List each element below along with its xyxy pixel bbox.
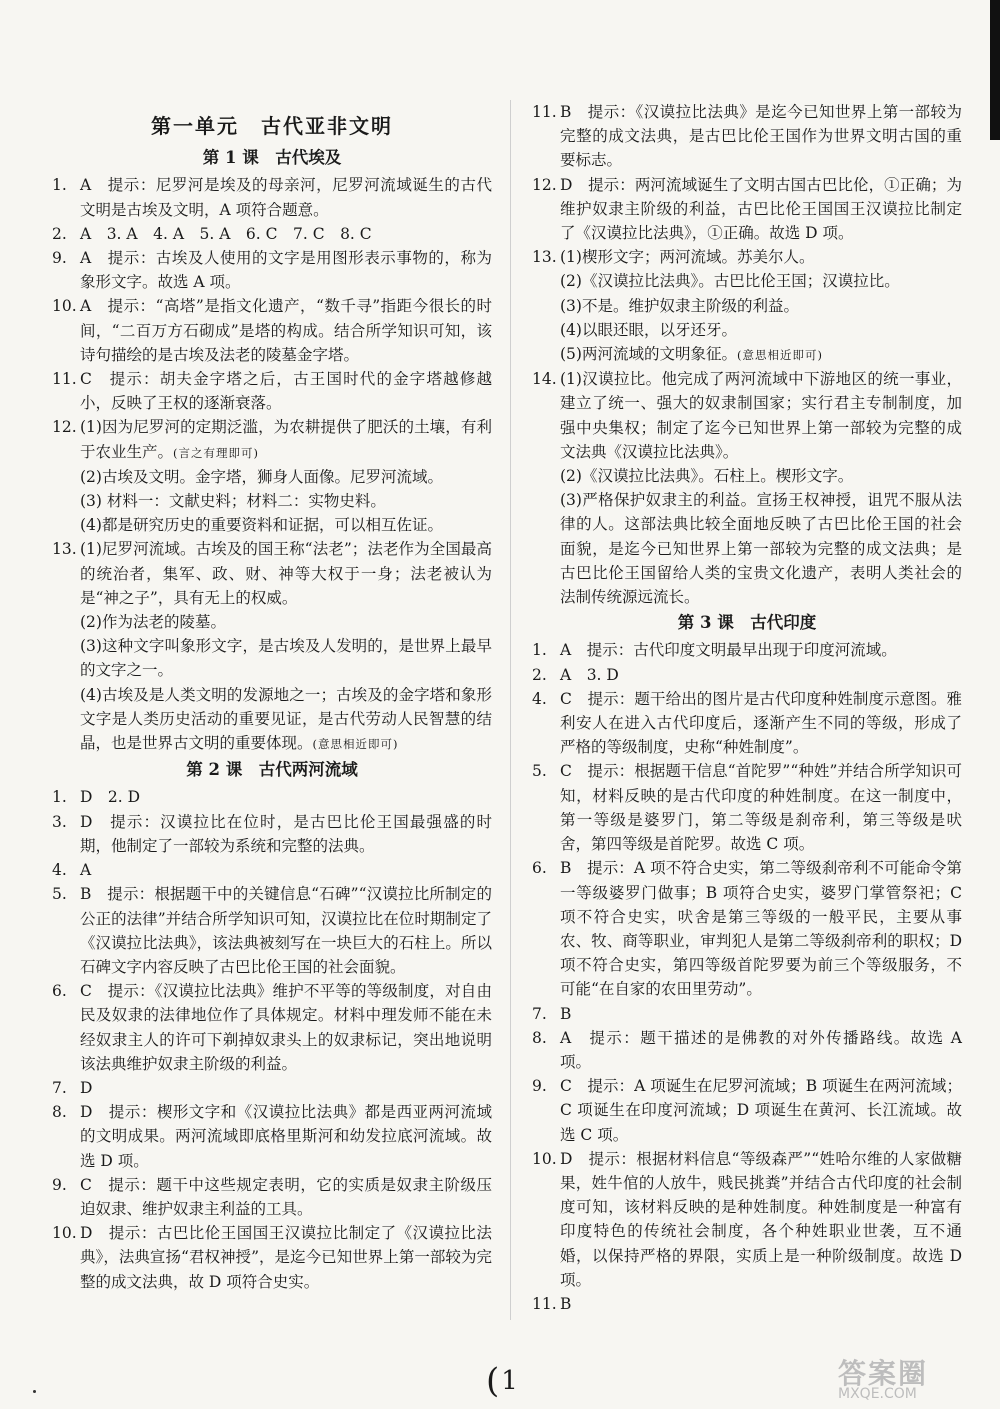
- item-number: 3.: [52, 812, 67, 831]
- answer-item: [532, 663, 962, 687]
- answer-text: D 提示：两河流域诞生了文明古国古巴比伦，①正确；为维护奴隶主阶级的利益，古巴比伦王国国王汉谟拉比制定了《汉谟拉比法典》，①正确。故选 D 项。: [560, 175, 962, 243]
- lesson-2-title: 第 2 课 古代两河流域: [186, 760, 358, 780]
- answer-item: [532, 367, 962, 464]
- item-number: 9.: [52, 249, 67, 268]
- answer-subpart: (3)不是。维护奴隶主阶级的利益。: [560, 296, 799, 315]
- answer-item: [52, 415, 492, 464]
- answer-item: [532, 687, 962, 760]
- answer-item: [52, 222, 492, 246]
- answer-item: [52, 979, 492, 1076]
- page-number: [486, 1358, 518, 1401]
- answer-item: [532, 638, 962, 662]
- watermark-url: MXQE.COM: [838, 1386, 917, 1402]
- answer-text: C 提示：《汉谟拉比法典》维护不平等的等级制度，对自由民及奴隶的法律地位作了具体规定。材料中理发师不能在未经奴隶主人的许可下剃掉奴隶头上的奴隶标记，突出地说明该法典维护奴隶主阶级的利益。: [80, 982, 492, 1073]
- answer-item: [532, 1147, 962, 1292]
- item-number: 12.: [52, 418, 77, 437]
- item-number: 4.: [532, 689, 547, 708]
- item-number: 1.: [52, 788, 67, 807]
- answer-subpart: (3)严格保护奴隶主的利益。宣扬王权神授，诅咒不服从法律的人。这部法典比较全面地反映了古巴比伦王国的社会面貌，是迄今已知世界上第一部较为完整的成文法典；是古巴比伦王国留给人类的宝贵文化遗产，表明人类社会的法制传统源远流长。: [560, 491, 962, 607]
- answer-item: [52, 1100, 492, 1173]
- answer-text: (5)两河流域的文明象征。: [560, 345, 737, 364]
- answer-text: A: [80, 861, 92, 880]
- item-number: 11.: [532, 1294, 557, 1313]
- item-number: 5.: [52, 885, 67, 904]
- answer-text: D 提示：根据材料信息“等级森严”“姓哈尔维的人家做糖果，姓牛倌的人放牛，贱民挑粪”并结合古代印度的社会制度可知，该材料反映的是种姓制度。种姓制度是一种富有印度特色的传统社会制度，各个种姓职业世袭，互不通婚，以保持严格的界限，实质上是一种阶级制度。故选 D 项。: [560, 1149, 962, 1289]
- answer-text: D: [80, 1078, 93, 1097]
- item-number: 10.: [52, 297, 77, 316]
- item-number: 10.: [52, 1224, 77, 1243]
- item-number: 7.: [52, 1078, 67, 1097]
- item-number: 4.: [52, 861, 67, 880]
- item-number: 6.: [52, 982, 67, 1001]
- answer-text: A 提示：古代印度文明最早出现于印度河流域。: [560, 641, 897, 660]
- left-column: [52, 100, 492, 1294]
- answer-note: (意思相近即可): [736, 348, 823, 363]
- answer-subpart: (2)《汉谟拉比法典》。石柱上。楔形文字。: [560, 467, 854, 486]
- answer-item: [532, 100, 962, 173]
- answer-item: [52, 246, 492, 294]
- answer-subpart: (2)古埃及文明。金字塔，狮身人面像。尼罗河流域。: [80, 467, 443, 486]
- answer-text: A 提示：题干描述的是佛教的对外传播路线。故选 A 项。: [560, 1028, 962, 1071]
- item-number: 11.: [52, 370, 77, 389]
- answer-text: C 提示：胡夫金字塔之后，古王国时代的金字塔越修越小，反映了王权的逐渐衰落。: [80, 370, 492, 413]
- item-number: 13.: [52, 540, 77, 559]
- answer-item: [52, 785, 492, 809]
- item-number: 7.: [532, 1004, 547, 1023]
- answer-item: [52, 1173, 492, 1221]
- answer-item: [532, 856, 962, 1001]
- answer-subpart: (3)这种文字叫象形文字，是古埃及人发明的，是世界上最早的文字之一。: [80, 637, 492, 680]
- right-column: [532, 100, 962, 1316]
- answer-subpart: (2)作为法老的陵墓。: [80, 613, 226, 632]
- item-number: 5.: [532, 762, 547, 781]
- answer-text: B: [560, 1294, 572, 1313]
- answer-subpart: [532, 342, 962, 367]
- item-number: 12.: [532, 175, 557, 194]
- answer-text: D 提示：古巴比伦王国国王汉谟拉比制定了《汉谟拉比法典》，法典宣扬“君权神授”，是迄今已知世界上第一部较为完整的成文法典，故 D 项符合史实。: [80, 1224, 492, 1291]
- answer-subpart: (4)都是研究历史的重要资料和证据，可以相互佐证。: [80, 516, 443, 535]
- answer-item: [532, 245, 962, 269]
- answer-item: [532, 1002, 962, 1026]
- item-number: 6.: [532, 859, 547, 878]
- scan-dot: [33, 1390, 36, 1393]
- item-number: 8.: [532, 1028, 547, 1047]
- answer-subpart: (3) 材料一：文献史料；材料二：实物史料。: [80, 492, 386, 511]
- answer-text: B: [560, 1004, 572, 1023]
- item-number: 9.: [52, 1175, 67, 1194]
- answer-item: [532, 759, 962, 856]
- item-number: 8.: [52, 1103, 67, 1122]
- answer-text: A 提示：尼罗河是埃及的母亲河，尼罗河流域诞生的古代文明是古埃及文明，A 项符合题意。: [80, 176, 492, 219]
- answer-text: A 提示：古埃及人使用的文字是用图形表示事物的，称为象形文字。故选 A 项。: [80, 249, 492, 292]
- column-divider: [510, 100, 511, 1320]
- answer-text: C 提示：A 项诞生在尼罗河流域；B 项诞生在两河流域；C 项诞生在印度河流域；D 项诞生在黄河、长江流域。故选 C 项。: [560, 1077, 962, 1144]
- item-number: 14.: [532, 370, 557, 389]
- answer-text: D 2. D: [80, 788, 141, 807]
- item-number: 2.: [532, 665, 547, 684]
- answer-item: [52, 1221, 492, 1294]
- answer-item: [52, 294, 492, 367]
- answer-item: [52, 537, 492, 610]
- answer-text: (1)汉谟拉比。他完成了两河流域中下游地区的统一事业，建立了统一、强大的奴隶制国家；实行君主专制制度，加强中央集权；制定了迄今已知世界上第一部较为完整的成文法典《汉谟拉比法典》。: [560, 370, 962, 461]
- answer-subpart: [52, 683, 492, 757]
- lesson-3-title: 第 3 课 古代印度: [677, 613, 817, 633]
- answer-text: D 提示：楔形文字和《汉谟拉比法典》都是西亚两河流域的文明成果。两河流域即底格里斯河和幼发拉底河流域。故选 D 项。: [80, 1103, 492, 1170]
- answer-item: [52, 173, 492, 221]
- item-number: 13.: [532, 248, 557, 267]
- item-number: 1.: [52, 176, 67, 195]
- answer-item: [52, 367, 492, 415]
- answer-item: [52, 1076, 492, 1100]
- item-number: 2.: [52, 224, 67, 243]
- answer-item: [532, 1292, 962, 1316]
- answer-text: (1)尼罗河流域。古埃及的国王称“法老”；法老作为全国最高的统治者，集军、政、财、神等大权于一身；法老被认为是“神之子”，具有无上的权威。: [80, 540, 492, 607]
- answer-note: (言之有理即可): [173, 445, 259, 460]
- page-number-value: 1: [501, 1366, 518, 1396]
- answer-text: A 3. D: [560, 665, 619, 684]
- item-number: 10.: [532, 1149, 557, 1168]
- answer-text: C 提示：题干中这些规定表明，它的实质是奴隶主阶级压迫奴隶、维护奴隶主利益的工具。: [80, 1175, 492, 1218]
- answer-subpart: (4)以眼还眼，以牙还牙。: [560, 320, 737, 339]
- item-number: 1.: [532, 641, 547, 660]
- answer-subpart: (2)《汉谟拉比法典》。古巴比伦王国；汉谟拉比。: [560, 272, 900, 291]
- answer-text: B 提示：《汉谟拉比法典》是迄今已知世界上第一部较为完整的成文法典，是古巴比伦王国作为世界文明古国的重要标志。: [560, 103, 962, 170]
- watermark-logo: 答案圈: [838, 1357, 929, 1390]
- page-number-bracket-icon: (: [486, 1361, 500, 1401]
- answer-text: D 提示：汉谟拉比在位时，是古巴比伦王国最强盛的时期，他制定了一部较为系统和完整的法典。: [80, 812, 492, 855]
- answer-text: (1)楔形文字；两河流域。苏美尔人。: [560, 248, 815, 267]
- item-number: 11.: [532, 103, 557, 121]
- page-edge-mark: [990, 0, 1000, 140]
- answer-item: [532, 173, 962, 246]
- answer-text: C 提示：题干给出的图片是古代印度种姓制度示意图。雅利安人在进入古代印度后，逐渐产生不同的等级，形成了严格的等级制度，史称“种姓制度”。: [560, 689, 962, 757]
- answer-item: [52, 882, 492, 979]
- answer-text: A 提示：“高塔”是指文化遗产，“数千寻”指距今很长的时间，“二百万方石砌成”是塔的构成。结合所学知识可知，该诗句描绘的是古埃及法老的陵墓金字塔。: [80, 297, 492, 364]
- answer-item: [52, 810, 492, 858]
- item-number: 9.: [532, 1077, 547, 1096]
- answer-item: [52, 858, 492, 882]
- answer-note: (意思相近即可): [312, 737, 399, 752]
- lesson-1-title: 第 1 课 古代埃及: [202, 148, 342, 168]
- answer-text: B 提示：A 项不符合史实，第二等级刹帝利不可能命令第一等级婆罗门做事；B 项符合史实，婆罗门掌管祭祀；C 项不符合史实，吠舍是第三等级的一般平民，主要从事农、牧、商等职业，审判犯人是第二等级刹帝利的职权；D 项不符合史实，第四等级首陀罗要为前三个等级服务，不可能“在自家的农田里劳动”。: [560, 859, 962, 999]
- answer-item: [532, 1026, 962, 1074]
- answer-text: A 3. A 4. A 5. A 6. C 7. C 8. C: [80, 224, 372, 243]
- answer-text: C 提示：根据题干信息“首陀罗”“种姓”并结合所学知识可知，材料反映的是古代印度的种姓制度。在这一制度中，第一等级是婆罗门，第二等级是刹帝利，第三等级是吠舍，第四等级是首陀罗。故选 C 项。: [560, 762, 962, 854]
- unit-title: 第一单元 古代亚非文明: [151, 114, 393, 138]
- watermark: [838, 1352, 988, 1402]
- answer-text: (1)因为尼罗河的定期泛滥，为农耕提供了肥沃的土壤，有利于农业生产。: [80, 418, 492, 461]
- answer-text: B 提示：根据题干中的关键信息“石碑”“汉谟拉比所制定的公正的法律”并结合所学知识可知，汉谟拉比在位时期制定了《汉谟拉比法典》，该法典被刻写在一块巨大的石柱上。所以石碑文字内容反映了古巴比伦王国的社会面貌。: [80, 885, 492, 976]
- answer-text: (4)古埃及是人类文明的发源地之一；古埃及的金字塔和象形文字是人类历史活动的重要见证，是古代劳动人民智慧的结晶，也是世界古文明的重要体现。: [80, 685, 492, 753]
- answer-item: [532, 1074, 962, 1147]
